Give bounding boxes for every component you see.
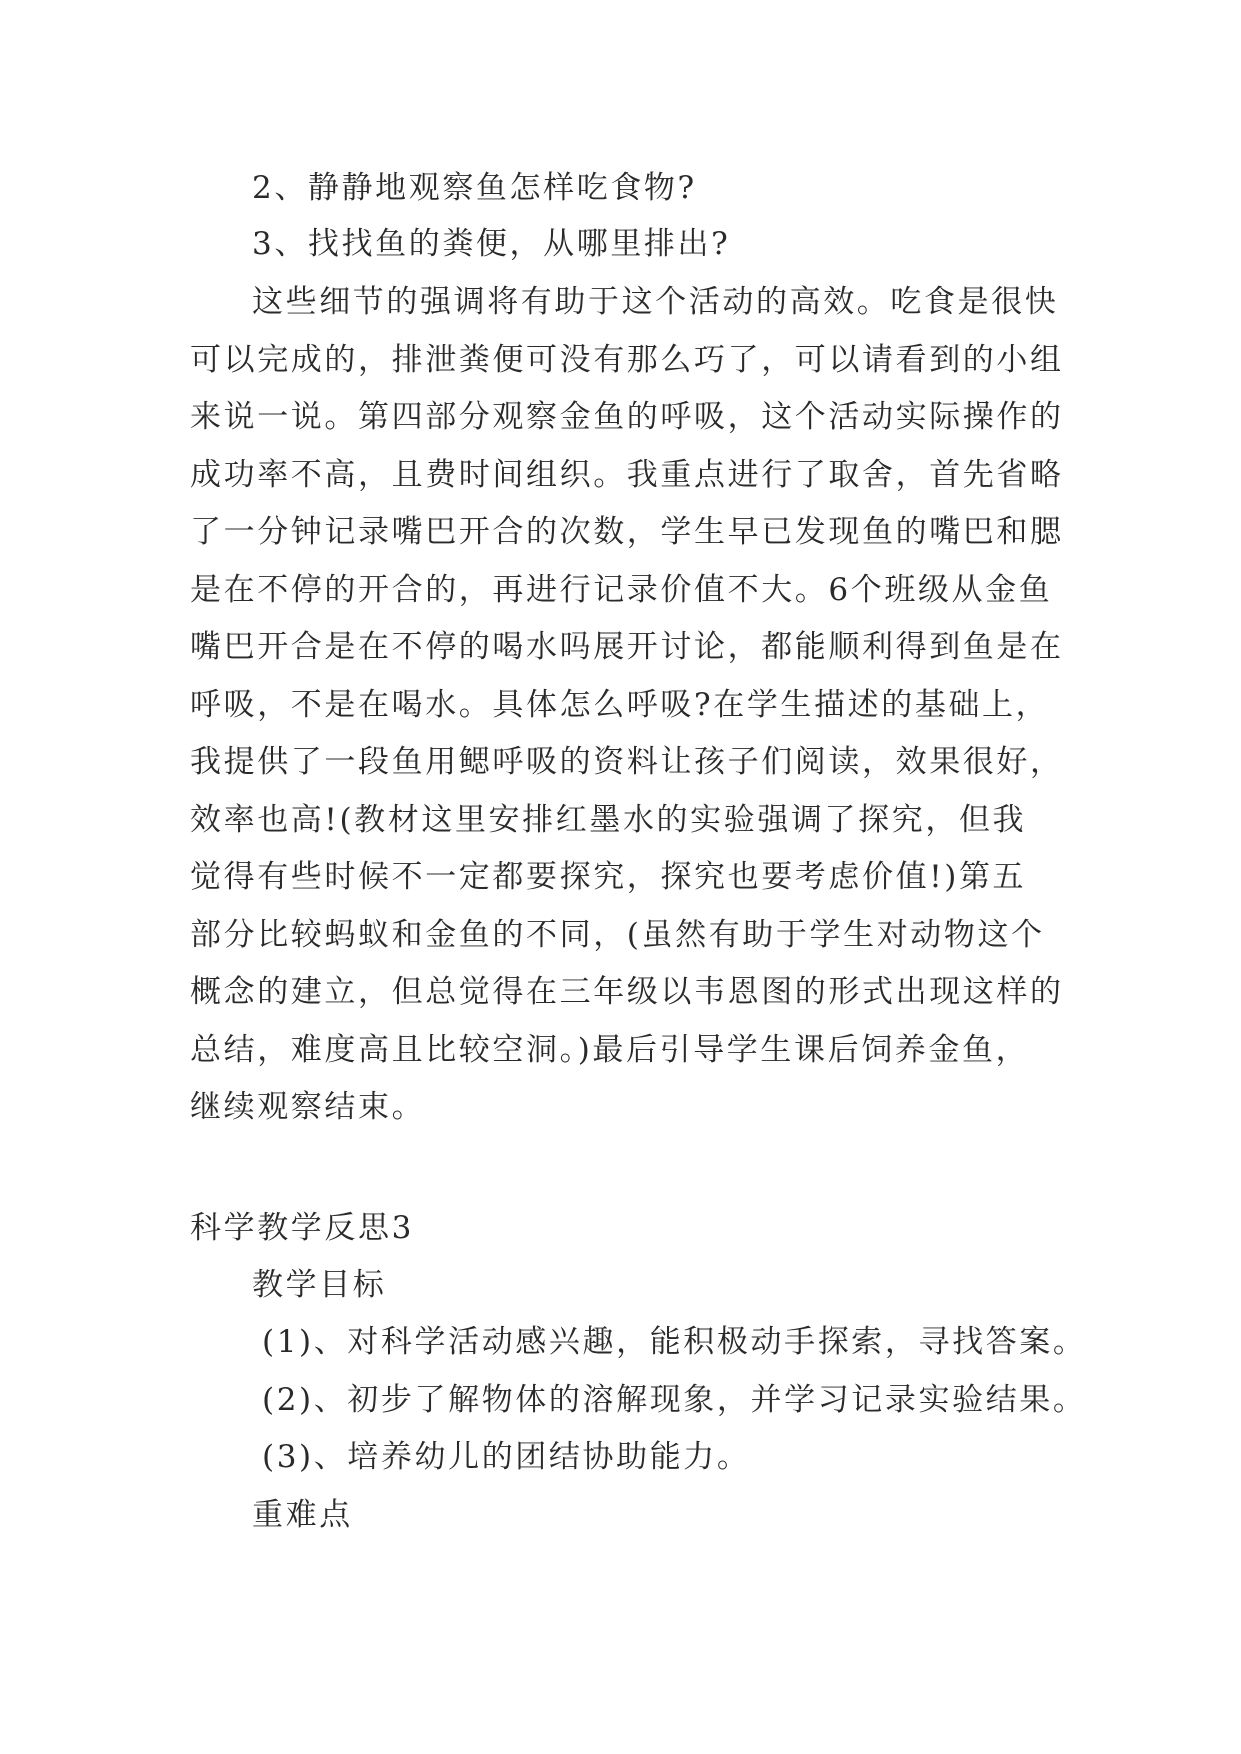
- paragraph-line: 我提供了一段鱼用鳃呼吸的资料让孩子们阅读，效果很好，: [190, 744, 1064, 780]
- paragraph-line: 这些细节的强调将有助于这个活动的高效。吃食是很快: [252, 284, 1059, 320]
- objective-item-3: (3)、培养幼儿的团结协助能力。: [262, 1439, 751, 1475]
- paragraph-line: 概念的建立，但总觉得在三年级以韦恩图的形式出现这样的: [190, 974, 1064, 1010]
- objectives-heading: 教学目标: [252, 1267, 387, 1303]
- paragraph-line: 效率也高!(教材这里安排红墨水的实验强调了探究，但我: [190, 802, 1027, 838]
- section-title: 科学教学反思3: [190, 1210, 414, 1246]
- paragraph-line: 了一分钟记录嘴巴开合的次数，学生早已发现鱼的嘴巴和腮: [190, 514, 1064, 550]
- paragraph-line: 继续观察结束。: [190, 1089, 426, 1125]
- paragraph-line: 可以完成的，排泄粪便可没有那么巧了，可以请看到的小组: [190, 342, 1064, 378]
- numbered-item-3: 3、找找鱼的粪便，从哪里排出?: [252, 226, 731, 262]
- paragraph-line: 部分比较蚂蚁和金鱼的不同，(虽然有助于学生对动物这个: [190, 917, 1045, 953]
- objective-item-2: (2)、初步了解物体的溶解现象，并学习记录实验结果。: [262, 1382, 1087, 1418]
- paragraph-line: 总结，难度高且比较空洞。)最后引导学生课后饲养金鱼，: [190, 1032, 1030, 1068]
- numbered-item-2: 2、静静地观察鱼怎样吃食物?: [252, 170, 697, 206]
- paragraph-line: 呼吸，不是在喝水。具体怎么呼吸?在学生描述的基础上，: [190, 687, 1050, 723]
- paragraph-line: 来说一说。第四部分观察金鱼的呼吸，这个活动实际操作的: [190, 399, 1064, 435]
- objective-item-1: (1)、对科学活动感兴趣，能积极动手探索，寻找答案。: [262, 1324, 1087, 1360]
- paragraph-line: 嘴巴开合是在不停的喝水吗展开讨论，都能顺利得到鱼是在: [190, 629, 1064, 665]
- paragraph-line: 是在不停的开合的，再进行记录价值不大。6个班级从金鱼: [190, 572, 1053, 608]
- paragraph-line: 成功率不高，且费时间组织。我重点进行了取舍，首先省略: [190, 457, 1064, 493]
- paragraph-line: 觉得有些时候不一定都要探究，探究也要考虑价值!)第五: [190, 859, 1027, 895]
- key-points-heading: 重难点: [252, 1497, 353, 1533]
